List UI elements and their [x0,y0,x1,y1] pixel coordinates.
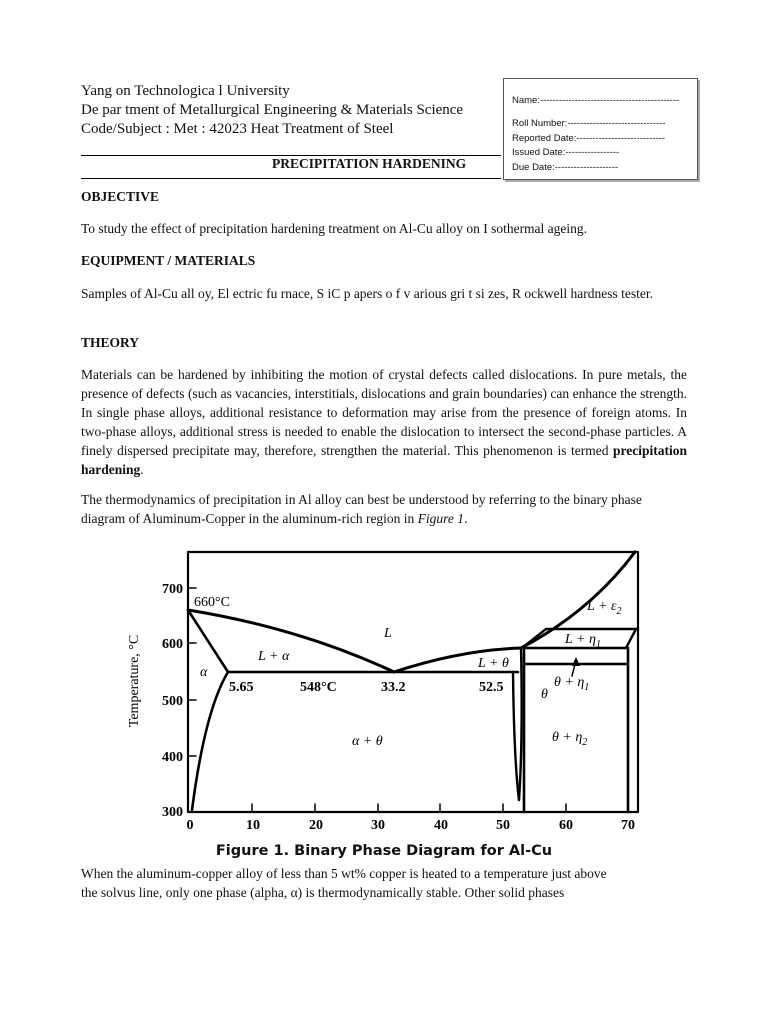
x-tick-60: 60 [559,818,573,833]
roll-number-field: Roll Number:------------------------------- [512,118,666,129]
due-date-field: Due Date:-------------------- [512,162,619,173]
eta1-right-line [626,629,636,648]
issued-date-field: Issued Date:----------------- [512,147,620,158]
label-33-2: 33.2 [381,680,406,695]
label-52-5: 52.5 [479,680,504,695]
label-l-theta: L + θ [478,656,509,671]
solvus-line [192,672,228,810]
theory-text: Materials can be hardened by inhibiting the motion of crystal defects called dislocations. In pure metals, the presence of defects (such as vacancies, interstitials, dislocations and grain boundaries) can enhance the strength. In single phase alloys, additional resistance to deformation may arise from the presence of foreign atoms. In two-phase alloys, additional stress is needed to enable the dislocation to intersect the second-phase particles. A finely dispersed precipitate may, therefore, strengthen the material. This phenomenon is termed [81,367,687,458]
name-field: Name:-------------------------------------------- [512,95,680,106]
x-tick-40: 40 [434,818,448,833]
after-text-line-1: When the aluminum-copper alloy of less than 5 wt% copper is heated to a temperature just above [81,866,607,881]
objective-heading: OBJECTIVE [81,189,160,204]
figure-caption: Figure 1. Binary Phase Diagram for Al-Cu [215,843,553,859]
objective-text: To study the effect of precipitation hardening treatment on Al-Cu alloy on I sothermal ageing. [81,221,588,236]
label-alpha-theta: α + θ [352,734,383,749]
precipitation-hardening-term: precipitation hardening [81,443,687,477]
theory-text-2: The thermodynamics of precipitation in Al alloy can best be understood by referring to the binary phase diagram of Aluminum-Copper in the aluminum-rich region in [81,492,642,526]
label-eutectic-temp: 548°C [300,680,337,695]
x-tick-20: 20 [309,818,323,833]
equipment-text: Samples of Al-Cu all oy, El ectric fu rnace, S iC p apers o f v arious gri t si zes, R ockwell hardness tester. [81,286,653,301]
university-name: Yang on Technologica l University [81,83,290,99]
y-tick-300: 300 [162,805,183,820]
document-title: PRECIPITATION HARDENING [272,156,467,171]
label-alpha: α [200,665,208,680]
x-tick-70: 70 [621,818,635,833]
y-axis-label: Temperature, °C [127,634,142,728]
liquidus-left [188,610,394,672]
theory-heading: THEORY [81,335,140,350]
label-liquid: L [384,626,392,641]
label-l-eta1: $L + \eta_1$ [565,632,601,650]
label-melt-temp: 660°C [194,595,230,610]
label-l-alpha: L + α [258,649,290,664]
period: . [140,462,144,477]
x-axis-ticks [252,804,566,812]
theta-right-boundary [519,648,522,800]
solidus-line [188,610,228,672]
y-tick-600: 600 [162,637,183,652]
figure-reference: Figure 1 [417,511,465,526]
theta-arrowhead [572,657,580,666]
label-theta: θ [541,687,548,702]
y-tick-700: 700 [162,582,183,597]
theta-left-boundary [513,672,519,800]
x-tick-10: 10 [246,818,260,833]
y-tick-400: 400 [162,750,183,765]
label-5-65: 5.65 [229,680,254,695]
equipment-heading: EQUIPMENT / MATERIALS [81,253,256,268]
reported-date-field: Reported Date:---------------------------- [512,133,666,144]
period-2: . [464,511,468,526]
y-tick-500: 500 [162,694,183,709]
x-tick-30: 30 [371,818,385,833]
label-theta-eta1: $\theta + \eta_1$ [554,675,590,693]
label-l-eps2: $L + \varepsilon_2$ [587,599,622,617]
department-name: De par tment of Metallurgical Engineering & Materials Science [81,102,464,118]
after-text-line-2: the solvus line, only one phase (alpha, α) is thermodynamically stable. Other solid phases [81,885,565,900]
x-tick-0: 0 [186,818,194,833]
x-tick-50: 50 [496,818,510,833]
label-theta-eta2: $\theta + \eta_2$ [552,730,588,748]
course-code: Code/Subject : Met : 42023 Heat Treatment of Steel [81,121,394,137]
